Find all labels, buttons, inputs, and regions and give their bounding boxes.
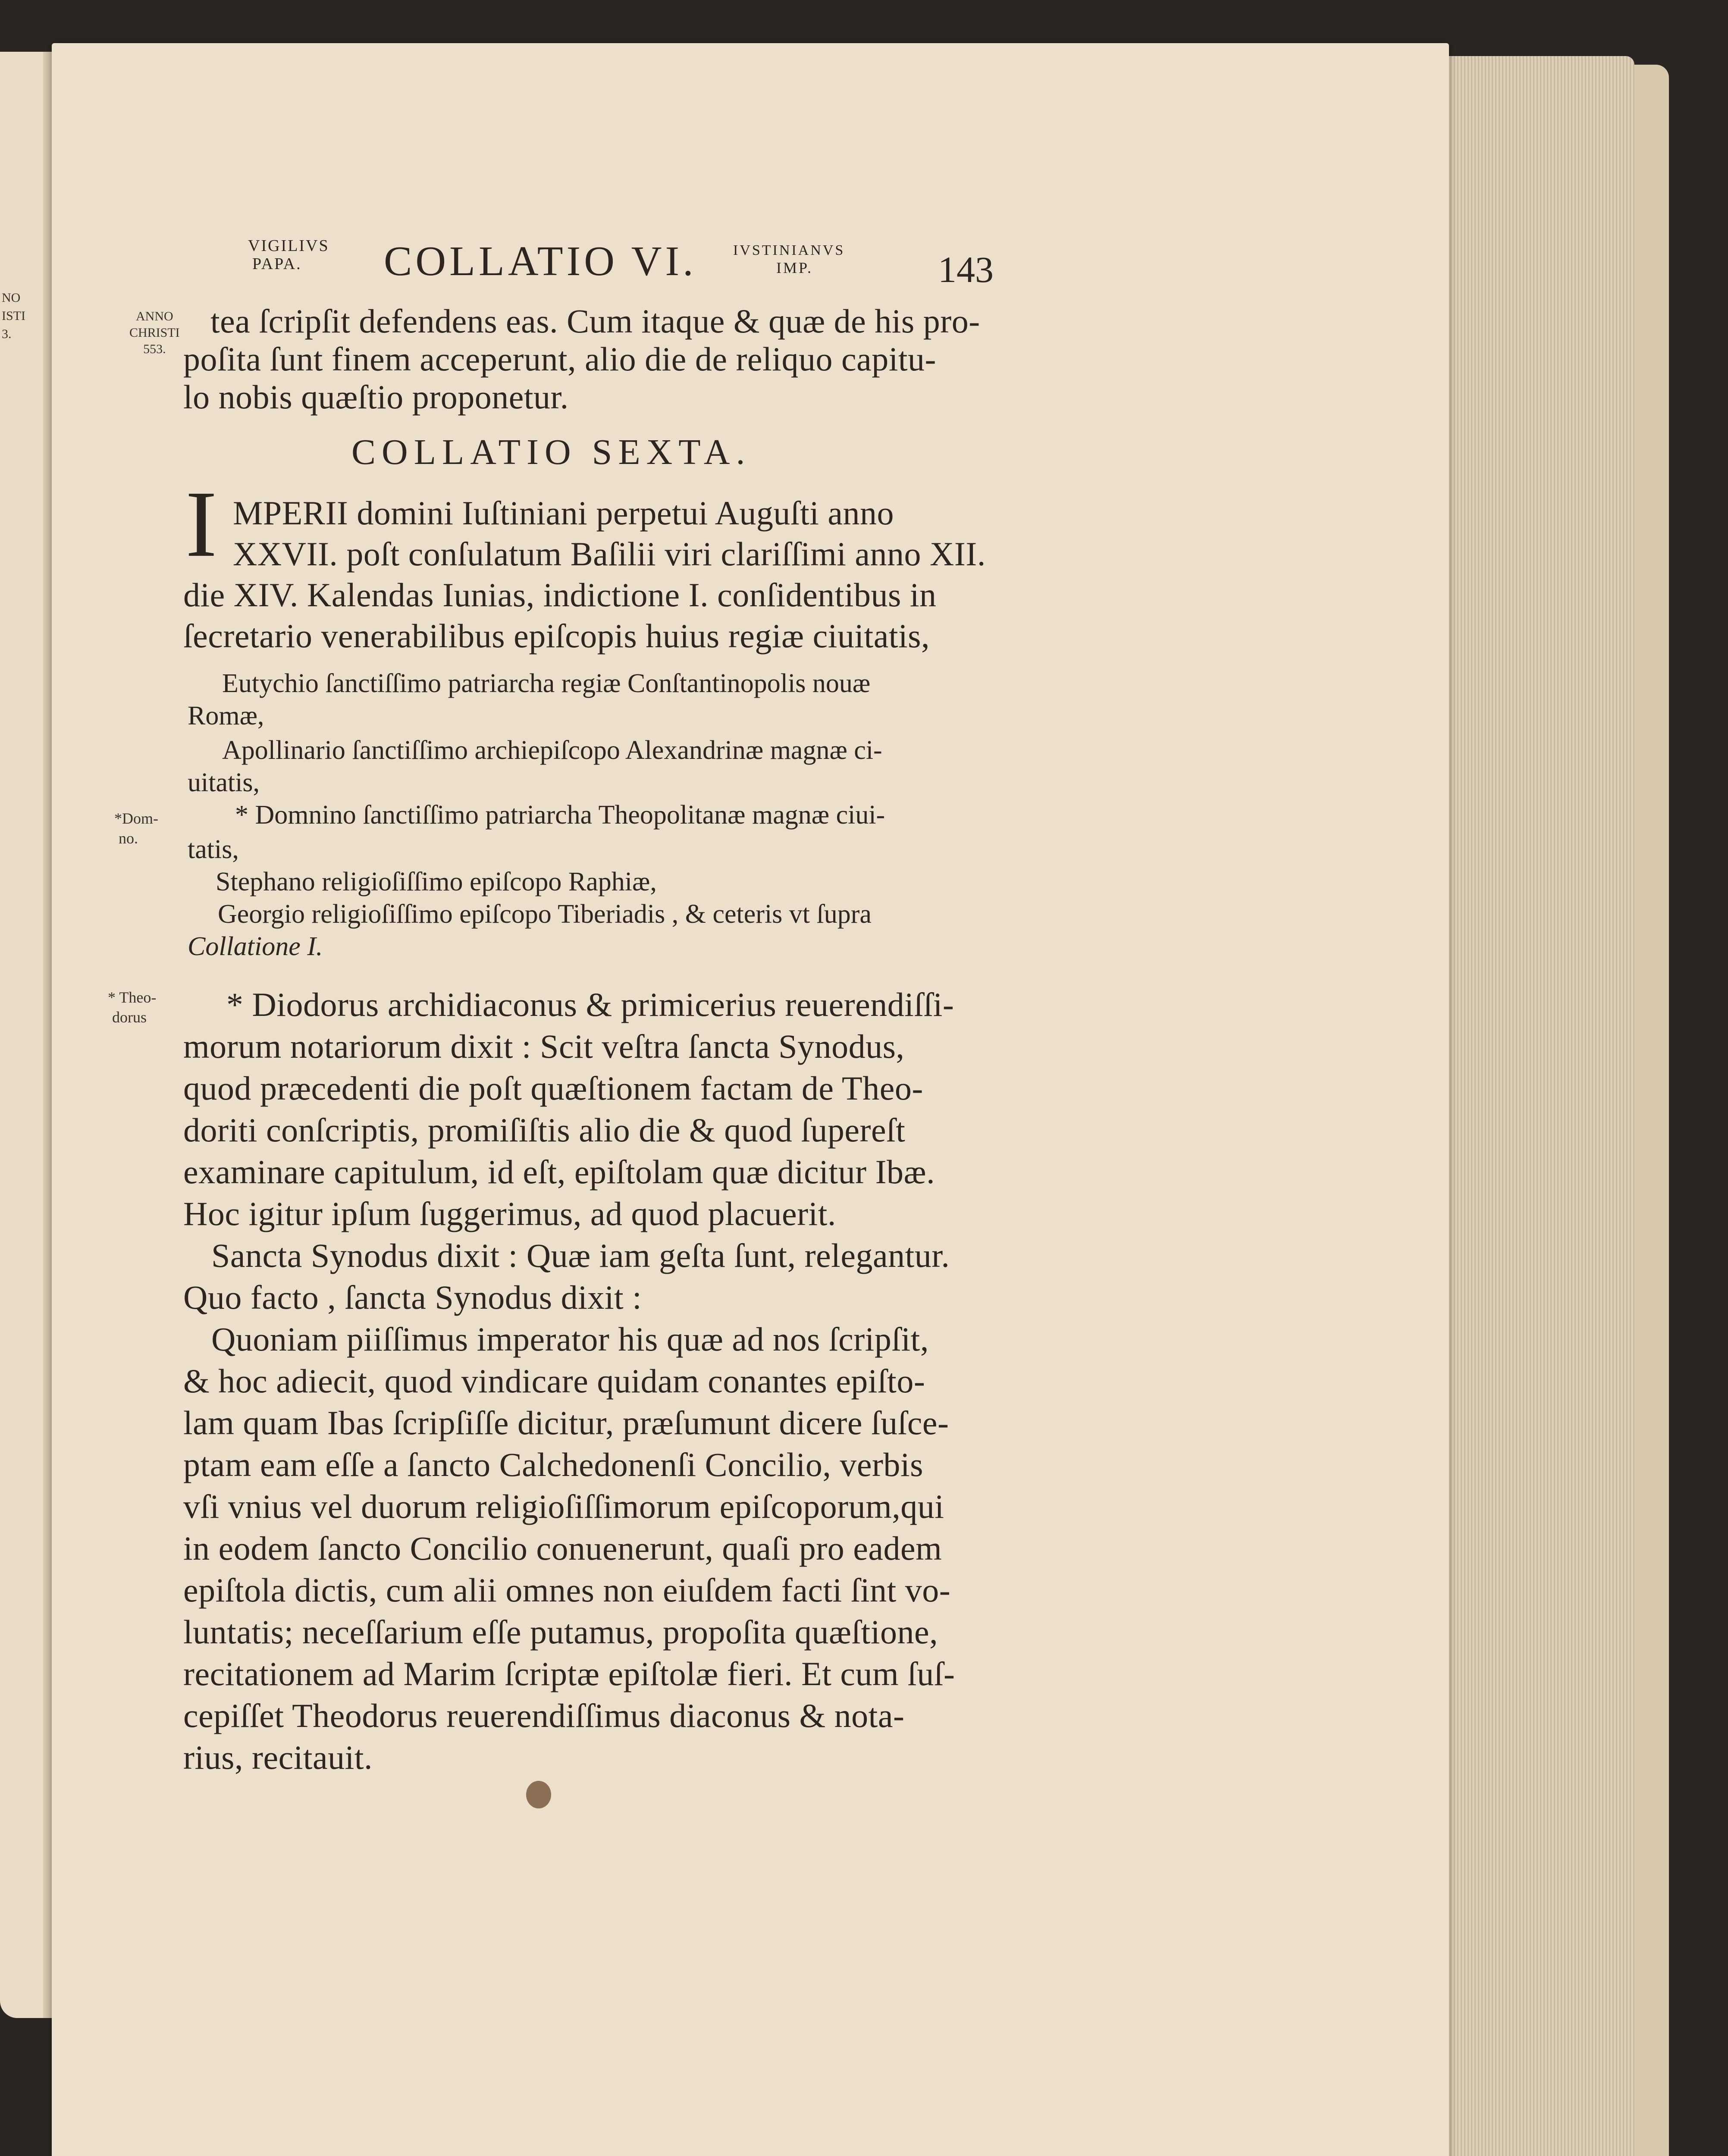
ink-spot [526, 1781, 551, 1808]
body-line: * Diodorus archidiaconus & primicerius reuerendiſſi- [226, 986, 954, 1023]
margin-year-line: 553. [143, 342, 166, 356]
body-line: Quoniam piiſſimus imperator his quæ ad nos ſcripſit, [211, 1320, 929, 1358]
body-line: vſi vnius vel duorum religioſiſſimorum epiſcoporum,qui [183, 1488, 944, 1525]
attendee-line: uitatis, [188, 768, 260, 797]
margin-note-line: * Theo- [108, 989, 157, 1006]
body-line: Quo facto , ſancta Synodus dixit : [183, 1279, 642, 1316]
body-line: examinare capitulum, id eſt, epiſtolam quæ dicitur Ibæ. [183, 1153, 935, 1191]
attendee-line: Apollinario ſanctiſſimo archiepiſcopo Alexandrinæ magnæ ci- [222, 736, 882, 765]
body-line: Hoc igitur ipſum ſuggerimus, ad quod placuerit. [183, 1195, 836, 1232]
margin-note-line: dorus [112, 1009, 147, 1026]
margin-note-theodorus [108, 987, 156, 1027]
attendee-line: Eutychio ſanctiſſimo patriarcha regiæ Conſtantinopolis nouæ [222, 669, 871, 698]
paragraph-line: MPERII domini Iuſtiniani perpetui Auguſti anno [233, 494, 894, 532]
paragraph-line: ſecretario venerabilibus epiſcopis huius regiæ ciuitatis, [183, 617, 930, 655]
header-left-bottom: PAPA. [252, 255, 302, 273]
intro-line: poſita ſunt finem acceperunt, alio die de reliquo capitu- [183, 340, 937, 378]
attendee-line: * Domnino ſanctiſſimo patriarcha Theopolitanæ magnæ ciui- [235, 800, 885, 830]
section-title: COLLATIO SEXTA. [351, 432, 751, 472]
margin-year [129, 308, 180, 357]
left-page-margin [2, 289, 25, 343]
header-right-bottom: IMP. [776, 259, 813, 276]
body-line: rius, recitauit. [183, 1739, 373, 1776]
left-margin-line: 3. [2, 327, 12, 341]
attendee-line: Collatione I. [188, 932, 323, 961]
attendee-line: Georgio religioſiſſimo epiſcopo Tiberiadis , & ceteris vt ſupra [218, 899, 872, 929]
page-fore-edge [1445, 56, 1634, 2156]
paragraph-line: XXVII. poſt conſulatum Baſilii viri clariſſimi anno XII. [233, 535, 986, 573]
header-left-top: VIGILIVS [248, 237, 329, 255]
left-margin-line: ISTI [2, 309, 25, 323]
body-line: luntatis; neceſſarium eſſe putamus, propoſita quæſtione, [183, 1613, 938, 1651]
margin-note-line: *Dom- [114, 810, 158, 827]
margin-year-line: CHRISTI [129, 326, 180, 340]
body-line: quod præcedenti die poſt quæſtionem factam de Theo- [183, 1069, 923, 1107]
attendee-line: Romæ, [188, 701, 264, 730]
body-line: in eodem ſancto Concilio conuenerunt, quaſi pro eadem [183, 1529, 942, 1567]
attendee-line: tatis, [188, 835, 239, 864]
margin-note-domno [114, 808, 158, 848]
page-number: 143 [938, 249, 994, 290]
margin-year-line: ANNO [136, 309, 173, 323]
intro-line: tea ſcripſit defendens eas. Cum itaque & quæ de his pro- [210, 302, 980, 340]
margin-note-line: no. [119, 830, 138, 847]
header-right-top: IVSTINIANVS [733, 242, 845, 258]
drop-cap: I [185, 471, 217, 577]
page-title: COLLATIO VI. [384, 238, 697, 285]
body-line: ptam eam eſſe a ſancto Calchedonenſi Concilio, verbis [183, 1446, 923, 1483]
intro-line: lo nobis quæſtio proponetur. [183, 378, 569, 416]
body-line: cepiſſet Theodorus reuerendiſſimus diaconus & nota- [183, 1697, 905, 1734]
body-line: recitationem ad Marim ſcriptæ epiſtolæ fieri. Et cum ſuſ- [183, 1655, 955, 1692]
left-margin-line: NO [2, 291, 21, 305]
body-line: doriti conſcriptis, promiſiſtis alio die & quod ſupereſt [183, 1111, 906, 1149]
body-line: epiſtola dictis, cum alii omnes non eiuſdem facti ſint vo- [183, 1571, 951, 1609]
body-line: & hoc adiecit, quod vindicare quidam conantes epiſto- [183, 1362, 925, 1400]
paragraph-line: die XIV. Kalendas Iunias, indictione I. conſidentibus in [183, 576, 937, 614]
body-line: lam quam Ibas ſcripſiſſe dicitur, præſumunt dicere ſuſce- [183, 1404, 949, 1442]
body-line: morum notariorum dixit : Scit veſtra ſancta Synodus, [183, 1028, 905, 1065]
attendee-line: Stephano religioſiſſimo epiſcopo Raphiæ, [216, 867, 657, 896]
body-line: Sancta Synodus dixit : Quæ iam geſta ſunt, relegantur. [211, 1237, 950, 1274]
